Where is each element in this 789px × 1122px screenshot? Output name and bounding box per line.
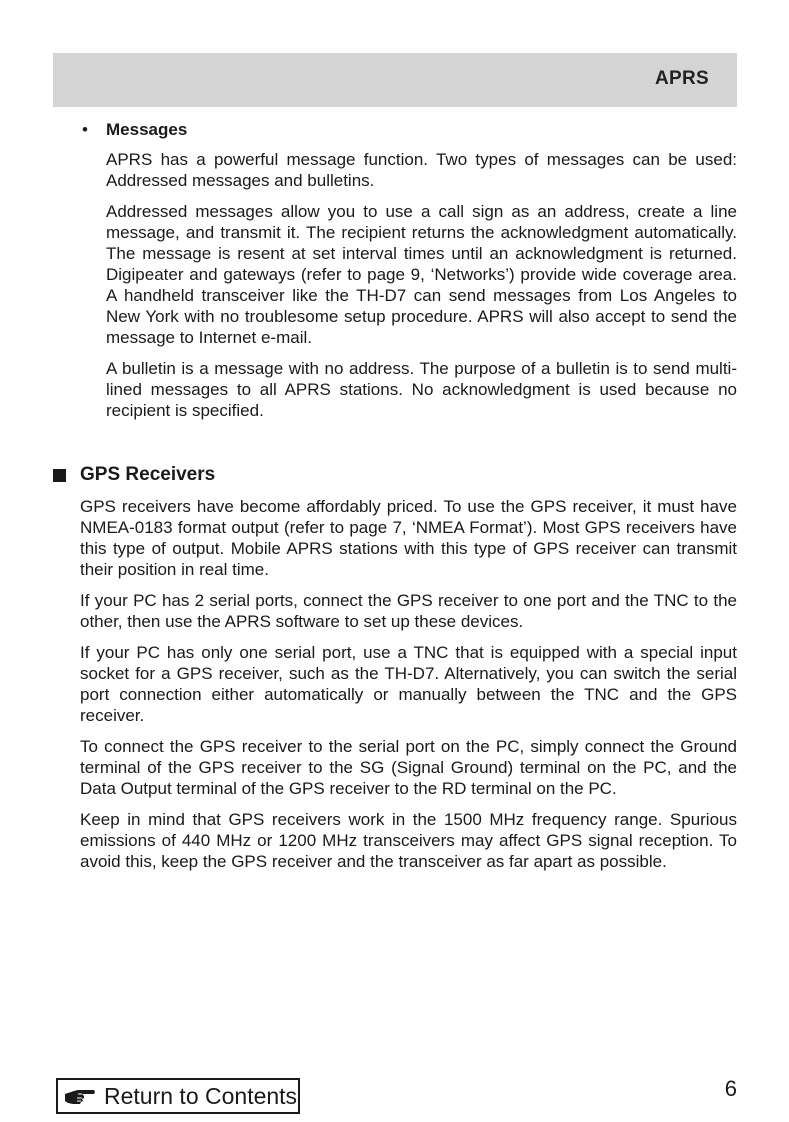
paragraph: APRS has a powerful message function. Two types of messages can be used: Addressed messages and bulletins. — [106, 150, 737, 190]
square-bullet-icon — [53, 469, 66, 482]
paragraph: If your PC has only one serial port, use a TNC that is equipped with a special input socket for a GPS receiver, such as the TH-D7. Alternatively, you can switch the serial port connection either automatically or manually between the TNC and the GPS receiver. — [80, 643, 737, 725]
messages-heading — [80, 118, 737, 142]
return-to-contents-label: Return to Contents — [104, 1082, 298, 1109]
messages-section — [80, 118, 737, 431]
messages-heading-label: Messages — [106, 120, 188, 139]
page-number: 6 — [724, 1076, 737, 1101]
gps-receivers-section — [53, 462, 737, 882]
paragraph: To connect the GPS receiver to the serial port on the PC, simply connect the Ground terminal of the GPS receiver to the SG (Signal Ground) terminal on the PC, and the Data Output terminal of the GPS receiver to the RD terminal on the PC. — [80, 737, 737, 798]
gps-body — [80, 496, 737, 872]
gps-heading — [53, 462, 737, 488]
paragraph: Keep in mind that GPS receivers work in the 1500 MHz frequency range. Spurious emissions of 440 MHz or 1200 MHz transceivers may affect GPS signal reception. To avoid this, keep the GPS receiver and the transceiver as far apart as possible. — [80, 810, 737, 871]
messages-body — [106, 149, 737, 421]
section-title: APRS — [655, 68, 709, 89]
bullet-icon: • — [82, 120, 88, 139]
page-header — [53, 53, 737, 107]
gps-heading-label: GPS Receivers — [80, 464, 216, 485]
pointing-hand-icon — [64, 1087, 96, 1105]
paragraph: A bulletin is a message with no address. The purpose of a bulletin is to send multi-lined messages to all APRS stations. No acknowledgment is used because no recipient is specified. — [106, 359, 737, 420]
paragraph: GPS receivers have become affordably priced. To use the GPS receiver, it must have NMEA-0183 format output (refer to page 7, ‘NMEA Format’). Most GPS receivers have this type of output. Mobile APRS stations with this type of GPS receiver can transmit their position in real time. — [80, 497, 737, 579]
paragraph: Addressed messages allow you to use a call sign as an address, create a line message, and transmit it. The recipient returns the acknowledgment automatically. The message is resent at set interval times until an acknowledgment is returned. Digipeater and gateways (refer to page 9, ‘Networks’) provide wide coverage area. A handheld transceiver like the TH-D7 can send messages from Los Angeles to New York with no troublesome setup procedure. APRS will also accept to send the message to Internet e-mail. — [106, 202, 737, 347]
paragraph: If your PC has 2 serial ports, connect the GPS receiver to one port and the TNC to the other, then use the APRS software to set up these devices. — [80, 591, 737, 631]
return-to-contents-button[interactable] — [56, 1078, 300, 1114]
